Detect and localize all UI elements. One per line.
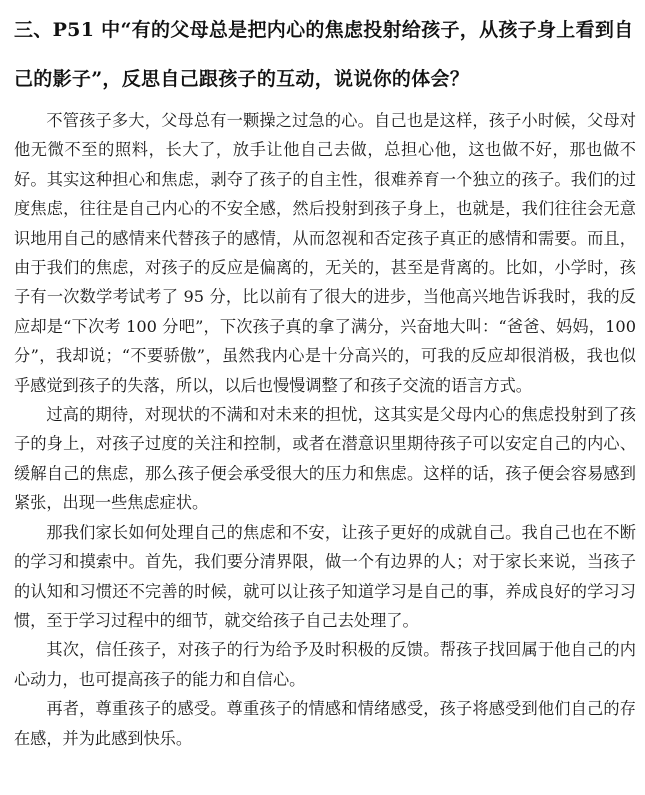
paragraph-2: 过高的期待，对现状的不满和对未来的担忧，这其实是父母内心的焦虑投射到了孩子的身上，对孩子过度的关注和控制，或者在潜意识里期待孩子可以安定自己的内心、缓解自己的焦虑，那么孩子便会承受很大的压力和焦虑。这样的话，孩子便会容易感到紧张，出现一些焦虑症状。 (14, 405, 636, 513)
paragraph-4: 其次，信任孩子，对孩子的行为给予及时积极的反馈。帮孩子找回属于他自己的内心动力，也可提高孩子的能力和自信心。 (14, 640, 636, 689)
paragraph-5: 再者，尊重孩子的感受。尊重孩子的情感和情绪感受，孩子将感受到他们自己的存在感，并为此感到快乐。 (14, 699, 636, 748)
paragraph-3: 那我们家长如何处理自己的焦虑和不安，让孩子更好的成就自己。我自己也在不断的学习和摸索中。首先，我们要分清界限，做一个有边界的人；对于家长来说，当孩子的认知和习惯还不完善的时候，就可以让孩子知道学习是自己的事，养成良好的学习习惯，至于学习过程中的细节，就交给孩子自己去处理了。 (14, 522, 636, 630)
question-heading: 三、P51 中“有的父母总是把内心的焦虑投射给孩子，从孩子身上看到自己的影子”，反思自己跟孩子的互动，说说你的体会？ (14, 19, 634, 90)
paragraph-1: 不管孩子多大，父母总有一颗操之过急的心。自己也是这样，孩子小时候，父母对他无微不至的照料，长大了，放手让他自己去做，总担心他，这也做不好，那也做不好。其实这种担心和焦虑，剥夺了孩子的自主性，很难养育一个独立的孩子。我们的过度焦虑，往往是自己内心的不安全感，然后投射到孩子身上，也就是，我们往往会无意识地用自己的感情来代替孩子的感情，从而忽视和否定孩子真正的感情和需要。而且，由于我们的焦虑，对孩子的反应是偏离的，无关的，甚至是背离的。比如，小学时，孩子有一次数学考试考了 95 分，比以前有了很大的进步，当他高兴地告诉我时，我的反应却是“下次考 100 分吧”，下次孩子真的拿了满分，兴奋地大叫：“爸爸、妈妈，100 分”，我却说；“不要骄傲”，虽然我内心是十分高兴的，可我的反应却很消极，我也似乎感觉到孩子的失落，所以，以后也慢慢调整了和孩子交流的语言方式。 (14, 111, 636, 395)
